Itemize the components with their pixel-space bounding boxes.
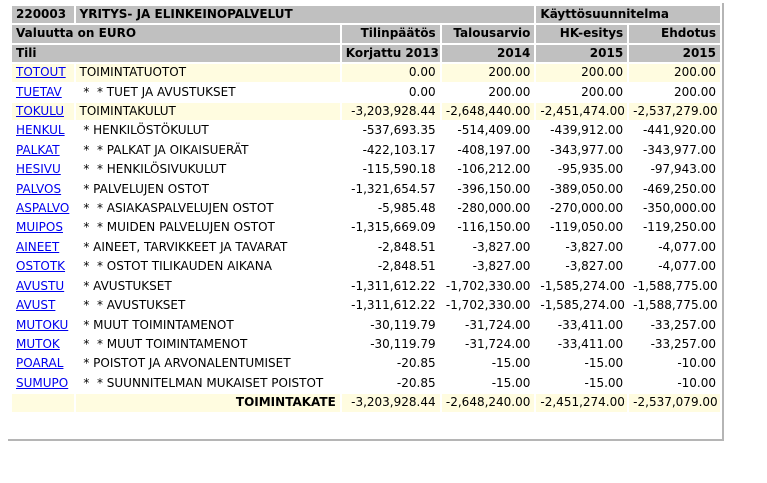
account-code-link[interactable]: PALKAT <box>16 142 60 157</box>
value-cell: 200.00 <box>536 64 627 81</box>
value-cell: -1,585,274.00 <box>536 278 627 295</box>
value-cell: -350,000.00 <box>629 200 720 217</box>
value-cell: -31,724.00 <box>442 317 535 334</box>
value-cell: 200.00 <box>442 84 535 101</box>
value-cell: -20.85 <box>342 355 440 372</box>
table-row <box>12 142 720 159</box>
account-name: * * MUIDEN PALVELUJEN OSTOT <box>76 219 340 236</box>
account-name: * HENKILÖSTÖKULUT <box>76 122 340 139</box>
unit-name: YRITYS- JA ELINKEINOPALVELUT <box>76 6 535 23</box>
value-cell: 200.00 <box>536 84 627 101</box>
table-row <box>12 122 720 139</box>
value-cell: -439,912.00 <box>536 122 627 139</box>
value-cell: -2,451,474.00 <box>536 103 627 120</box>
value-cell: -5,985.48 <box>342 200 440 217</box>
value-cell: -2,648,440.00 <box>442 103 535 120</box>
plan-title: Käyttösuunnitelma <box>536 6 720 23</box>
value-cell: -270,000.00 <box>536 200 627 217</box>
value-cell: -31,724.00 <box>442 336 535 353</box>
col4-top: Ehdotus <box>629 25 720 42</box>
account-code-link[interactable]: POARAL <box>16 356 64 371</box>
table-row <box>12 200 720 217</box>
value-cell: -3,827.00 <box>536 258 627 275</box>
value-cell: -10.00 <box>629 355 720 372</box>
total-value-cell: -2,537,079.00 <box>629 394 720 411</box>
table-row <box>12 219 720 236</box>
value-cell: 0.00 <box>342 84 440 101</box>
account-code-link[interactable]: MUTOK <box>16 336 60 351</box>
total-row <box>12 394 720 411</box>
total-code-cell <box>12 394 74 411</box>
account-name: TOIMINTAKULUT <box>76 103 340 120</box>
value-cell: -15.00 <box>442 375 535 392</box>
header-row-years <box>12 45 720 62</box>
value-cell: -1,311,612.22 <box>342 278 440 295</box>
account-code-link[interactable]: TUETAV <box>16 84 62 99</box>
value-cell: -1,585,274.00 <box>536 297 627 314</box>
account-code-link[interactable]: HENKUL <box>16 123 65 138</box>
value-cell: -4,077.00 <box>629 239 720 256</box>
account-code-cell <box>12 355 74 372</box>
account-code-link[interactable]: SUMUPO <box>16 375 69 390</box>
account-code-link[interactable]: MUTOKU <box>16 317 69 332</box>
value-cell: -33,411.00 <box>536 317 627 334</box>
value-cell: 0.00 <box>342 64 440 81</box>
account-code-cell <box>12 181 74 198</box>
value-cell: -119,050.00 <box>536 219 627 236</box>
account-name: TOIMINTATUOTOT <box>76 64 340 81</box>
account-label: Tili <box>12 45 340 62</box>
value-cell: -2,848.51 <box>342 258 440 275</box>
table-row <box>12 355 720 372</box>
value-cell: 200.00 <box>629 84 720 101</box>
value-cell: -97,943.00 <box>629 161 720 178</box>
total-label: TOIMINTAKATE <box>76 394 340 411</box>
value-cell: -3,827.00 <box>536 239 627 256</box>
account-code-cell <box>12 258 74 275</box>
account-name: * * SUUNNITELMAN MUKAISET POISTOT <box>76 375 340 392</box>
value-cell: -15.00 <box>536 355 627 372</box>
value-cell: -20.85 <box>342 375 440 392</box>
value-cell: -422,103.17 <box>342 142 440 159</box>
value-cell: -119,250.00 <box>629 219 720 236</box>
value-cell: -33,257.00 <box>629 317 720 334</box>
value-cell: -2,537,279.00 <box>629 103 720 120</box>
table-row <box>12 278 720 295</box>
account-name: * PALVELUJEN OSTOT <box>76 181 340 198</box>
account-name: * AVUSTUKSET <box>76 278 340 295</box>
account-name: * * HENKILÖSIVUKULUT <box>76 161 340 178</box>
value-cell: -469,250.00 <box>629 181 720 198</box>
account-name: * * MUUT TOIMINTAMENOT <box>76 336 340 353</box>
table-body <box>12 6 720 412</box>
account-code-cell <box>12 239 74 256</box>
currency-label: Valuutta on EURO <box>12 25 340 42</box>
value-cell: -1,588,775.00 <box>629 297 720 314</box>
col1-top: Tilinpäätös <box>342 25 440 42</box>
total-value-cell: -2,648,240.00 <box>442 394 535 411</box>
col3-top: HK-esitys <box>536 25 627 42</box>
value-cell: -1,311,612.22 <box>342 297 440 314</box>
value-cell: -30,119.79 <box>342 336 440 353</box>
value-cell: -3,827.00 <box>442 258 535 275</box>
value-cell: -1,702,330.00 <box>442 297 535 314</box>
account-name: * * ASIAKASPALVELUJEN OSTOT <box>76 200 340 217</box>
value-cell: -33,411.00 <box>536 336 627 353</box>
table-row <box>12 161 720 178</box>
account-code-cell <box>12 278 74 295</box>
col2-bottom: 2014 <box>442 45 535 62</box>
value-cell: -10.00 <box>629 375 720 392</box>
value-cell: -33,257.00 <box>629 336 720 353</box>
value-cell: -441,920.00 <box>629 122 720 139</box>
table-row <box>12 239 720 256</box>
unit-code: 220003 <box>12 6 74 23</box>
table-row <box>12 297 720 314</box>
col1-bottom: Korjattu 2013 <box>342 45 440 62</box>
account-code-link[interactable]: AVUSTU <box>16 278 65 293</box>
account-name: * * PALKAT JA OIKAISUERÄT <box>76 142 340 159</box>
account-code-cell <box>12 317 74 334</box>
account-name: * AINEET, TARVIKKEET JA TAVARAT <box>76 239 340 256</box>
value-cell: -95,935.00 <box>536 161 627 178</box>
table-row <box>12 103 720 120</box>
value-cell: -3,827.00 <box>442 239 535 256</box>
account-code-link[interactable]: TOTOUT <box>16 65 66 80</box>
account-name: * POISTOT JA ARVONALENTUMISET <box>76 355 340 372</box>
table-row <box>12 336 720 353</box>
value-cell: -343,977.00 <box>536 142 627 159</box>
value-cell: -1,588,775.00 <box>629 278 720 295</box>
budget-table <box>10 4 722 414</box>
account-code-link[interactable]: AVUST <box>16 298 56 313</box>
account-code-cell <box>12 200 74 217</box>
account-name: * MUUT TOIMINTAMENOT <box>76 317 340 334</box>
value-cell: -106,212.00 <box>442 161 535 178</box>
table-row <box>12 64 720 81</box>
value-cell: -116,150.00 <box>442 219 535 236</box>
account-name: * * AVUSTUKSET <box>76 297 340 314</box>
table-row <box>12 84 720 101</box>
value-cell: -2,848.51 <box>342 239 440 256</box>
account-code-link[interactable]: OSTOTK <box>16 259 66 274</box>
header-row-unit <box>12 6 720 23</box>
account-code-cell <box>12 297 74 314</box>
value-cell: -408,197.00 <box>442 142 535 159</box>
value-cell: -4,077.00 <box>629 258 720 275</box>
table-row <box>12 317 720 334</box>
account-name: * * TUET JA AVUSTUKSET <box>76 84 340 101</box>
col4-bottom: 2015 <box>629 45 720 62</box>
account-name: * * OSTOT TILIKAUDEN AIKANA <box>76 258 340 275</box>
value-cell: -15.00 <box>536 375 627 392</box>
value-cell: -389,050.00 <box>536 181 627 198</box>
value-cell: 200.00 <box>629 64 720 81</box>
account-code-link[interactable]: ASPALVO <box>16 201 70 216</box>
col3-bottom: 2015 <box>536 45 627 62</box>
header-row-columns <box>12 25 720 42</box>
account-code-link[interactable]: HESIVU <box>16 162 61 177</box>
value-cell: -1,702,330.00 <box>442 278 535 295</box>
account-code-link[interactable]: PALVOS <box>16 181 62 196</box>
report-frame <box>8 3 724 441</box>
table-row <box>12 181 720 198</box>
account-code-cell <box>12 122 74 139</box>
value-cell: -343,977.00 <box>629 142 720 159</box>
account-code-cell <box>12 161 74 178</box>
account-code-cell <box>12 375 74 392</box>
col2-top: Talousarvio <box>442 25 535 42</box>
account-code-cell <box>12 103 74 120</box>
account-code-cell <box>12 142 74 159</box>
account-code-cell <box>12 219 74 236</box>
account-code-link[interactable]: AINEET <box>16 239 60 254</box>
value-cell: 200.00 <box>442 64 535 81</box>
table-row <box>12 375 720 392</box>
total-value-cell: -2,451,274.00 <box>536 394 627 411</box>
table-row <box>12 258 720 275</box>
account-code-cell <box>12 84 74 101</box>
value-cell: -3,203,928.44 <box>342 103 440 120</box>
value-cell: -280,000.00 <box>442 200 535 217</box>
value-cell: -1,321,654.57 <box>342 181 440 198</box>
value-cell: -115,590.18 <box>342 161 440 178</box>
value-cell: -1,315,669.09 <box>342 219 440 236</box>
total-value-cell: -3,203,928.44 <box>342 394 440 411</box>
value-cell: -396,150.00 <box>442 181 535 198</box>
value-cell: -15.00 <box>442 355 535 372</box>
account-code-cell <box>12 336 74 353</box>
value-cell: -514,409.00 <box>442 122 535 139</box>
account-code-link[interactable]: MUIPOS <box>16 220 63 235</box>
value-cell: -537,693.35 <box>342 122 440 139</box>
account-code-cell <box>12 64 74 81</box>
value-cell: -30,119.79 <box>342 317 440 334</box>
account-code-link[interactable]: TOKULU <box>16 104 64 119</box>
